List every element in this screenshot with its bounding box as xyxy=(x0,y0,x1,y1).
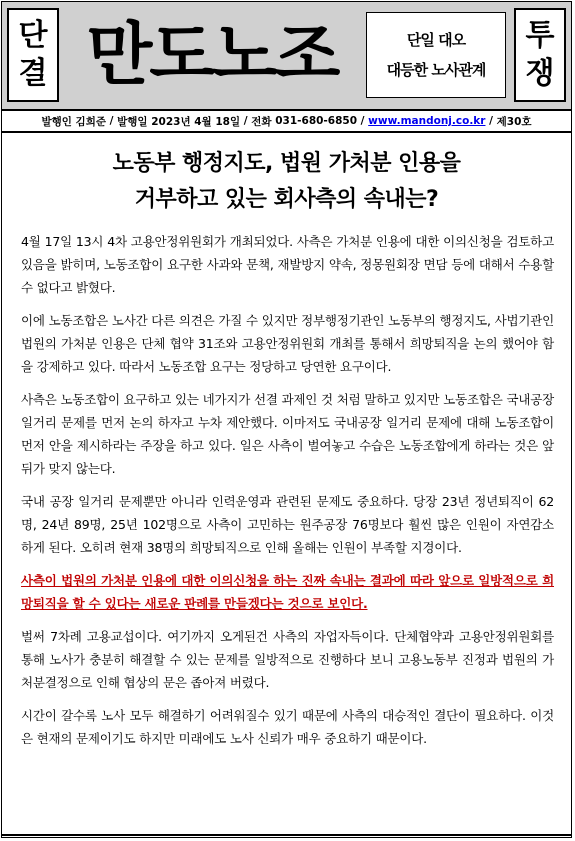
slogan-box xyxy=(366,12,506,98)
website-link[interactable]: www.mandonj.co.kr xyxy=(368,115,486,127)
publisher-label: 발행인 xyxy=(41,115,72,128)
paragraph-2: 이에 노동조합은 노사간 다른 의견은 가질 수 있지만 정부행정기관인 노동부의 행정지도, 사법기관인 법원의 가처분 인용은 단체 협약 31조와 고용안정위원회 개최를 통해서 희망퇴직을 논의 했어야 함을 강제하고 있다. 따라서 노동조합 요구는 정당하고 당연한 요구이다. xyxy=(21,313,554,374)
paragraph-5-emphasis: 사측이 법원의 가처분 인용에 대한 이의신청을 하는 진짜 속내는 결과에 따라 앞으로 일방적으로 희망퇴직을 할 수 있다는 새로운 판례를 만들겠다는 것으로 보인다. xyxy=(21,573,554,611)
phone-label: 전화 xyxy=(251,115,272,128)
newsletter-page xyxy=(1,1,572,838)
paper-title: 만도노조 xyxy=(86,16,338,95)
slogan-line-1: 단일 대오 xyxy=(406,31,466,49)
masthead-left-box xyxy=(7,8,59,102)
masthead-right-box xyxy=(514,8,566,102)
issue-number: 제30호 xyxy=(496,115,532,128)
masthead-right-char-2: 쟁 xyxy=(525,56,555,91)
publication-info-bar: 발행인 김희준 / 발행일 2023년 4월 18일 / 전화 031-680-6850 / www.mandonj.co.kr / 제30호 xyxy=(2,109,571,133)
date-label: 발행일 xyxy=(117,115,148,128)
paragraph-6: 벌써 7차례 고용교섭이다. 여기까지 오게된건 사측의 자업자득이다. 단체협약과 고용안정위원회를 통해 노사가 충분히 해결할 수 있는 문제를 일방적으로 진행하다 보니 고용노동부 진정과 법원의 가처분결정으로 인해 협상의 문은 좁아져 버렸다. xyxy=(21,629,554,690)
masthead-right-char-1: 투 xyxy=(525,18,555,53)
paragraph-7: 시간이 갈수록 노사 모두 해결하기 어려워질수 있기 때문에 사측의 대승적인 결단이 필요하다. 이것은 현재의 문제이기도 하지만 미래에도 노사 신뢰가 매우 중요하기 때문이다. xyxy=(21,708,554,746)
headline-line-2: 거부하고 있는 회사측의 속내는? xyxy=(134,187,439,212)
paragraph-3: 사측은 노동조합이 요구하고 있는 네가지가 선결 과제인 것 처럼 말하고 있지만 노동조합은 국내공장 일거리 문제를 먼저 논의 하자고 누차 제안했다. 이마저도 국내공장 일거리 문제에 대해 노동조합이 먼저 안을 제시하라는 주장을 하고 있다. 일은 사측이 벌여놓고 수습은 노동조합에게 하라는 것은 앞뒤가 맞지 않는다. xyxy=(21,392,554,476)
paragraph-1: 4월 17일 13시 4차 고용안정위원회가 개최되었다. 사측은 가처분 인용에 대한 이의신청을 검토하고 있음을 밝히며, 노동조합이 요구한 사과와 문책, 재발방지 약속, 정몽원회장 면담 등에 대해서 수용할 수 없다고 밝혔다. xyxy=(21,234,554,295)
paragraph-4: 국내 공장 일거리 문제뿐만 아니라 인력운영과 관련된 문제도 중요하다. 당장 23년 정년퇴직이 62명, 24년 89명, 25년 102명으로 사측이 고민하는 원주공장 76명보다 훨씬 많은 인원이 자연감소 하게 된다. 오히려 현재 38명의 희망퇴직으로 인해 올해는 인원이 부족할 지경이다. xyxy=(21,494,554,555)
masthead xyxy=(2,2,571,109)
headline xyxy=(2,146,571,218)
masthead-left-char-2: 결 xyxy=(18,56,48,91)
headline-line-1: 노동부 행정지도, 법원 가처분 인용을 xyxy=(112,151,461,176)
bottom-rule xyxy=(2,834,571,836)
article-body xyxy=(21,230,554,760)
slogan-line-2: 대등한 노사관계 xyxy=(386,61,486,79)
masthead-left-char-1: 단 xyxy=(18,18,48,53)
phone-number: 031-680-6850 xyxy=(275,115,358,127)
publisher-name: 김희준 xyxy=(75,115,106,128)
publish-date: 2023년 4월 18일 xyxy=(151,115,241,128)
